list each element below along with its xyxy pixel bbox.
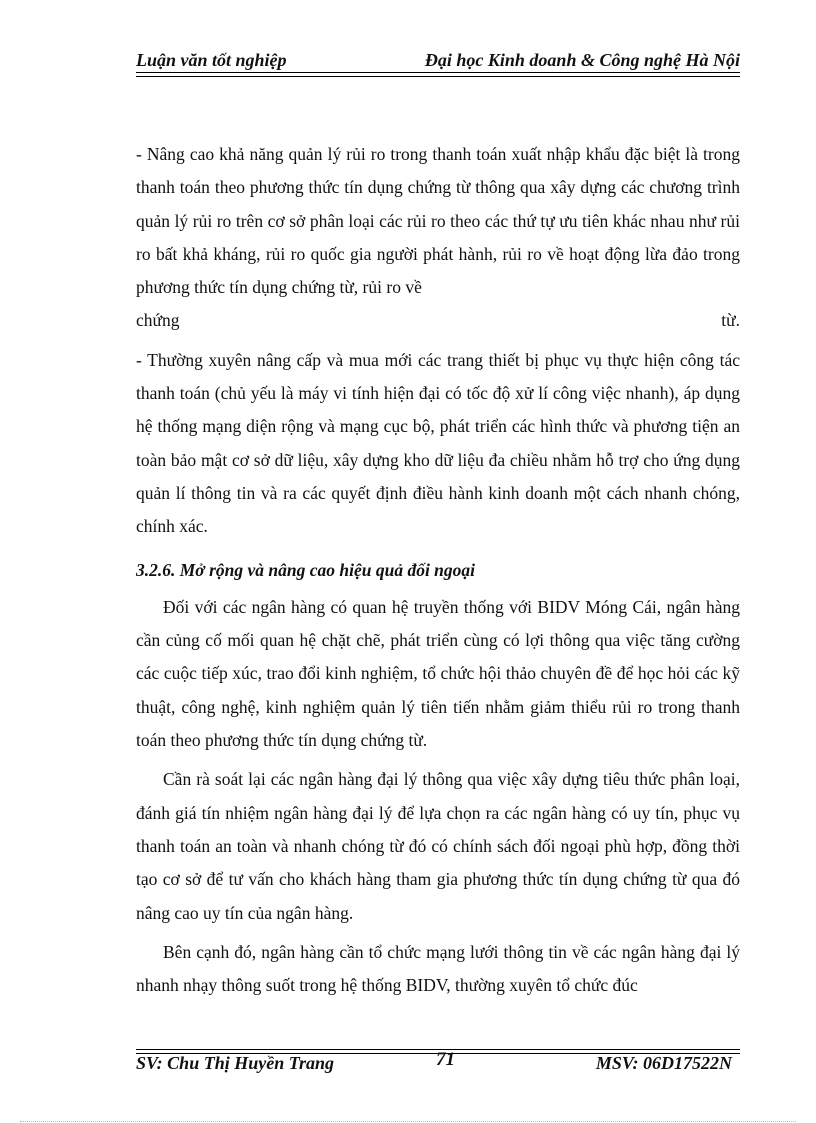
header-rule [136, 72, 740, 73]
header-rule-thin [136, 76, 740, 77]
page-body [136, 138, 740, 1002]
line-end-right: từ. [721, 310, 740, 331]
page-number: 71 [436, 1049, 455, 1070]
line-end-left: chứng [136, 310, 180, 331]
footer-student-id: MSV: 06D17522N [595, 1053, 732, 1073]
page-footer [136, 1049, 740, 1083]
header-thesis-label: Luận văn tốt nghiệp [136, 50, 287, 70]
page-edge-divider [20, 1121, 796, 1122]
paragraph-information-network: Bên cạnh đó, ngân hàng cần tổ chức mạng lưới thông tin về các ngân hàng đại lý nhanh nhạy thông suốt trong hệ thống BIDV, thường xuyên tổ chức đúc [136, 941, 740, 996]
section-heading: 3.2.6. Mở rộng và nâng cao hiệu quả đối ngoại [136, 559, 476, 580]
header-university: Đại học Kinh doanh & Công nghệ Hà Nội [424, 50, 740, 70]
paragraph-risk-management-end [136, 304, 740, 337]
footer-student-name: SV: Chu Thị Huyền Trang [136, 1053, 335, 1073]
paragraph-equipment: - Thường xuyên nâng cấp và mua mới các trang thiết bị phục vụ thực hiện công tác thanh toán (chủ yếu là máy vi tính hiện đại có tốc độ xử lí công việc nhanh), áp dụng hệ thống mạng diện rộng và mạng cục bộ, phát triển các hình thức và phương tiện an toàn bảo mật cơ sở dữ liệu, xây dựng kho dữ liệu đa chiều nhằm hỗ trợ cho ứng dụng quản lí thông tin và ra các quyết định điều hành kinh doanh một cách nhanh chóng, chính xác. [136, 349, 740, 537]
paragraph-risk-management: - Nâng cao khả năng quản lý rủi ro trong thanh toán xuất nhập khẩu đặc biệt là trong thanh toán theo phương thức tín dụng chứng từ thông qua xây dựng các chương trình quản lý rủi ro trên cơ sở phân loại các rủi ro theo các thứ tự ưu tiên khác nhau như rủi ro bất khả kháng, rủi ro quốc gia người phát hành, rủi ro về hoạt động lừa đảo trong phương thức tín dụng chứng từ, rủi ro về [136, 144, 740, 298]
paragraph-traditional-banks: Đối với các ngân hàng có quan hệ truyền thống với BIDV Móng Cái, ngân hàng cần củng cố mối quan hệ chặt chẽ, phát triển cùng có lợi thông qua việc tăng cường các cuộc tiếp xúc, trao đổi kinh nghiệm, tổ chức hội thảo chuyên đề để học hỏi các kỹ thuật, công nghệ, kinh nghiệm quản lý tiên tiến nhằm giảm thiểu rủi ro trong thanh toán theo phương thức tín dụng chứng từ. [136, 596, 740, 751]
paragraph-correspondent-banks: Cần rà soát lại các ngân hàng đại lý thông qua việc xây dựng tiêu thức phân loại, đánh giá tín nhiệm ngân hàng đại lý để lựa chọn ra các ngân hàng có uy tín, phục vụ thanh toán an toàn và nhanh chóng từ đó có chính sách đối ngoại phù hợp, đồng thời tạo cơ sở để tư vấn cho khách hàng tham gia phương thức tín dụng chứng từ qua đó nâng cao uy tín của ngân hàng. [136, 769, 740, 923]
